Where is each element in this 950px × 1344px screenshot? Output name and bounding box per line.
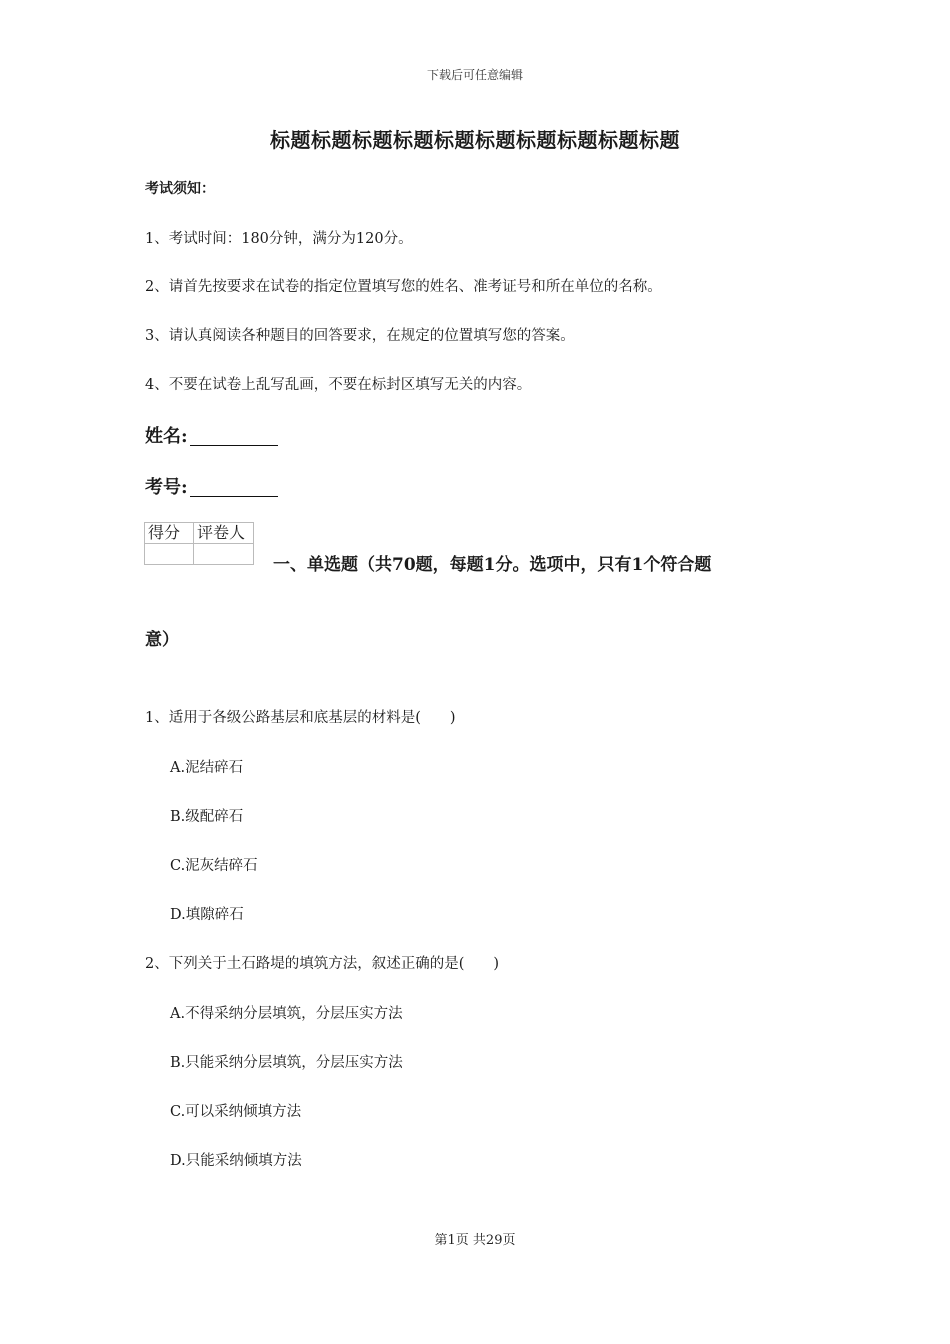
score-header: 得分 (145, 523, 194, 544)
name-field (145, 422, 278, 448)
question-option: A.不得采纳分层填筑，分层压实方法 (170, 1006, 403, 1022)
page-footer: 第1页 共29页 (434, 1233, 516, 1248)
notice-item: 2、请首先按要求在试卷的指定位置填写您的姓名、准考证号和所在单位的名称。 (145, 279, 662, 295)
exam-number-label: 考号: (145, 477, 188, 498)
question-stem: 1、适用于各级公路基层和底基层的材料是( ) (145, 710, 456, 726)
header-note: 下载后可任意编辑 (426, 68, 523, 82)
notice-item: 1、考试时间：180分钟，满分为120分。 (145, 231, 413, 247)
grader-cell[interactable] (194, 544, 254, 565)
exam-number-blank[interactable] (190, 478, 278, 497)
name-blank[interactable] (190, 427, 278, 446)
notice-heading: 考试须知： (145, 181, 215, 197)
grader-header: 评卷人 (194, 523, 254, 544)
document-title: 标题标题标题标题标题标题标题标题标题标题 (270, 128, 680, 152)
notice-item: 4、不要在试卷上乱写乱画，不要在标封区填写无关的内容。 (145, 377, 532, 393)
exam-number-field (145, 473, 278, 499)
question-option: C.泥灰结碎石 (170, 858, 258, 874)
score-cell[interactable] (145, 544, 194, 565)
question-stem: 2、下列关于土石路堤的填筑方法，叙述正确的是( ) (145, 956, 500, 972)
question-option: A.泥结碎石 (170, 760, 244, 776)
name-label: 姓名: (145, 426, 188, 447)
section-title: 一、单选题（共70题，每题1分。选项中，只有1个符合题 (273, 555, 712, 575)
question-option: B.只能采纳分层填筑，分层压实方法 (170, 1055, 403, 1071)
question-option: C.可以采纳倾填方法 (170, 1104, 302, 1120)
question-option: D.只能采纳倾填方法 (170, 1153, 302, 1169)
question-option: D.填隙碎石 (170, 907, 244, 923)
section-title-continued: 意） (145, 630, 179, 650)
notice-item: 3、请认真阅读各种题目的回答要求，在规定的位置填写您的答案。 (145, 328, 575, 344)
score-table (144, 522, 254, 565)
question-option: B.级配碎石 (170, 809, 244, 825)
